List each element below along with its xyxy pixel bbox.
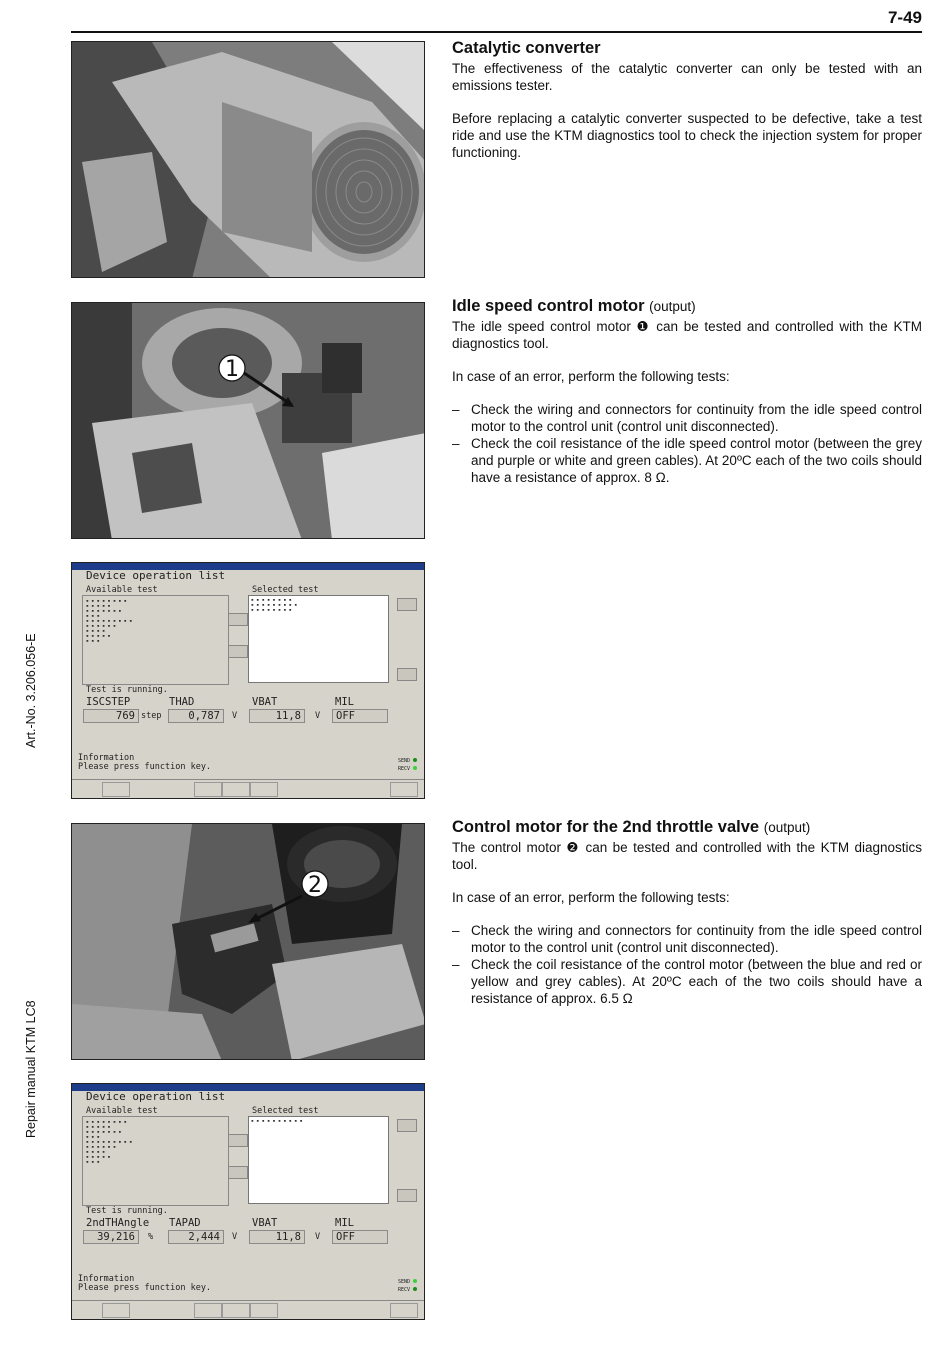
available-test-list[interactable]: ▪ ▪ ▪ ▪ ▪ ▪ ▪ ▪ ▪ ▪ ▪ ▪ ▪ ▪ ▪ ▪ ▪ ▪ ▪ ▪ ▪ ▪ ▪ ▪ ▪ ▪ ▪ ▪ ▪ ▪ ▪ ▪ ▪ ▪ ▪ ▪ ▪ ▪ ▪ ▪ ▪ ▪ ▪ ▪ ▪ ▪ ▪ ▪ ▪ ▪: [82, 1116, 229, 1206]
value-box-4: OFF: [332, 1230, 388, 1244]
unit-label: V: [232, 711, 238, 721]
paragraph: In case of an error, perform the following tests:: [452, 890, 730, 905]
unit-label: V: [232, 1232, 238, 1242]
check-list: [452, 922, 922, 1007]
status-text: Test is running.: [86, 1206, 168, 1216]
value-box-3: 11,8: [249, 1230, 305, 1244]
value-label-2: TAPAD: [169, 1217, 201, 1229]
info-label: Information: [78, 1274, 135, 1284]
paragraph: The effectiveness of the catalytic converter can only be tested with an emissions tester.: [452, 61, 922, 93]
manual-title: Repair manual KTM LC8: [24, 1000, 38, 1138]
function-key[interactable]: [194, 782, 222, 797]
paragraph: In case of an error, perform the following tests:: [452, 369, 730, 384]
function-key[interactable]: [222, 782, 250, 797]
led-icon: [413, 1287, 417, 1291]
list-item: – Check the wiring and connectors for continuity from the idle speed control motor to the control unit (control unit disconnected).: [452, 401, 922, 435]
section-idle-speed-control-motor: [452, 298, 922, 486]
function-key[interactable]: [102, 1303, 130, 1318]
recv-indicator: RECV: [398, 766, 417, 772]
catalytic-converter-photo: [71, 41, 425, 278]
unit-label: step: [141, 711, 162, 721]
throttle-control-motor-photo: [71, 823, 425, 1060]
function-key-bar: [72, 779, 424, 798]
unit-label: V: [315, 1232, 321, 1242]
function-key-bar: [72, 1300, 424, 1319]
selected-test-label: Selected test: [252, 585, 319, 595]
function-key[interactable]: [222, 1303, 250, 1318]
throttle-control-motor-illustration: [72, 824, 425, 1060]
send-indicator: SEND: [398, 1279, 417, 1285]
led-icon: [413, 758, 417, 762]
value-label-1: 2ndTHAngle: [86, 1217, 150, 1229]
value-label-3: VBAT: [252, 1217, 278, 1229]
idle-speed-motor-illustration: [72, 303, 425, 539]
status-text: Test is running.: [86, 685, 168, 695]
value-box-2: 2,444: [168, 1230, 224, 1244]
available-test-label: Available test: [86, 1106, 158, 1116]
catalytic-converter-illustration: [72, 42, 425, 278]
recv-indicator: RECV: [398, 1287, 417, 1293]
list-item: – Check the coil resistance of the control motor (between the blue and red or yellow and grey cables). At 20ºC each of the two coils should have a resistance of approx. 6.5 Ω: [452, 956, 922, 1007]
paragraph: Before replacing a catalytic converter suspected to be defective, take a test ride and use the KTM diagnostics tool to check the injection system for proper functioning.: [452, 111, 922, 160]
value-box-1: 769: [83, 709, 139, 723]
info-label: Information: [78, 753, 135, 763]
value-label-2: THAD: [169, 696, 195, 708]
selected-test-list[interactable]: ▪ ▪ ▪ ▪ ▪ ▪ ▪ ▪ ▪ ▪ ▪ ▪ ▪ ▪ ▪ ▪ ▪ ▪ ▪ ▪ ▪ ▪ ▪ ▪ ▪: [248, 595, 389, 683]
ok-button[interactable]: [397, 1119, 417, 1132]
selected-test-label: Selected test: [252, 1106, 319, 1116]
paragraph: The idle speed control motor ❶ can be tested and controlled with the KTM diagnostics tool.: [452, 319, 922, 351]
move-button[interactable]: [228, 645, 248, 658]
value-box-4: OFF: [332, 709, 388, 723]
section-2nd-throttle-control-motor: [452, 819, 922, 1007]
header-rule: [71, 31, 922, 33]
led-icon: [413, 1279, 417, 1283]
list-item: – Check the wiring and connectors for continuity from the idle speed control motor to the control unit (control unit disconnected).: [452, 922, 922, 956]
diagnostic-screen-1: [71, 562, 425, 799]
value-label-1: ISCSTEP: [86, 696, 131, 708]
unit-label: V: [315, 711, 321, 721]
send-indicator: SEND: [398, 758, 417, 764]
available-test-list[interactable]: ▪ ▪ ▪ ▪ ▪ ▪ ▪ ▪ ▪ ▪ ▪ ▪ ▪ ▪ ▪ ▪ ▪ ▪ ▪ ▪ ▪ ▪ ▪ ▪ ▪ ▪ ▪ ▪ ▪ ▪ ▪ ▪ ▪ ▪ ▪ ▪ ▪ ▪ ▪ ▪ ▪ ▪ ▪ ▪ ▪ ▪ ▪ ▪ ▪ ▪: [82, 595, 229, 685]
move-button[interactable]: [228, 1166, 248, 1179]
value-box-1: 39,216: [83, 1230, 139, 1244]
section-title: Catalytic converter: [452, 39, 601, 57]
ok-button[interactable]: [397, 598, 417, 611]
screen-heading: Device operation list: [86, 1090, 226, 1103]
value-box-3: 11,8: [249, 709, 305, 723]
idle-speed-motor-photo: [71, 302, 425, 539]
cancel-button[interactable]: [397, 1189, 417, 1202]
screen-heading: Device operation list: [86, 569, 226, 582]
info-prompt: Please press function key.: [78, 1283, 212, 1293]
list-item: – Check the coil resistance of the idle speed control motor (between the grey and purple or white and green cables). At 20ºC each of the two coils should have a resistance of approx. 8 Ω.: [452, 435, 922, 486]
page-number: 7-49: [887, 8, 922, 27]
selected-test-list[interactable]: ▪ ▪ ▪ ▪ ▪ ▪ ▪ ▪ ▪ ▪: [248, 1116, 389, 1204]
section-title: Control motor for the 2nd throttle valve (output): [452, 818, 811, 836]
section-title: Idle speed control motor (output): [452, 297, 696, 315]
function-key[interactable]: [250, 1303, 278, 1318]
led-icon: [413, 766, 417, 770]
function-key[interactable]: [390, 1303, 418, 1318]
paragraph: The control motor ❷ can be tested and controlled with the KTM diagnostics tool.: [452, 840, 922, 872]
cancel-button[interactable]: [397, 668, 417, 681]
move-button[interactable]: [228, 1134, 248, 1147]
available-test-label: Available test: [86, 585, 158, 595]
function-key[interactable]: [102, 782, 130, 797]
diagnostic-screen-2: [71, 1083, 425, 1320]
callout-1-label: 1: [225, 357, 239, 382]
function-key[interactable]: [194, 1303, 222, 1318]
value-label-3: VBAT: [252, 696, 278, 708]
check-list: [452, 401, 922, 486]
value-label-4: MIL: [335, 1217, 354, 1229]
function-key[interactable]: [250, 782, 278, 797]
unit-label: %: [148, 1232, 154, 1242]
section-catalytic-converter: [452, 40, 922, 177]
value-label-4: MIL: [335, 696, 354, 708]
move-button[interactable]: [228, 613, 248, 626]
callout-2-label: 2: [308, 873, 322, 898]
function-key[interactable]: [390, 782, 418, 797]
article-number: Art.-No. 3.206.056-E: [24, 633, 38, 748]
info-prompt: Please press function key.: [78, 762, 212, 772]
value-box-2: 0,787: [168, 709, 224, 723]
